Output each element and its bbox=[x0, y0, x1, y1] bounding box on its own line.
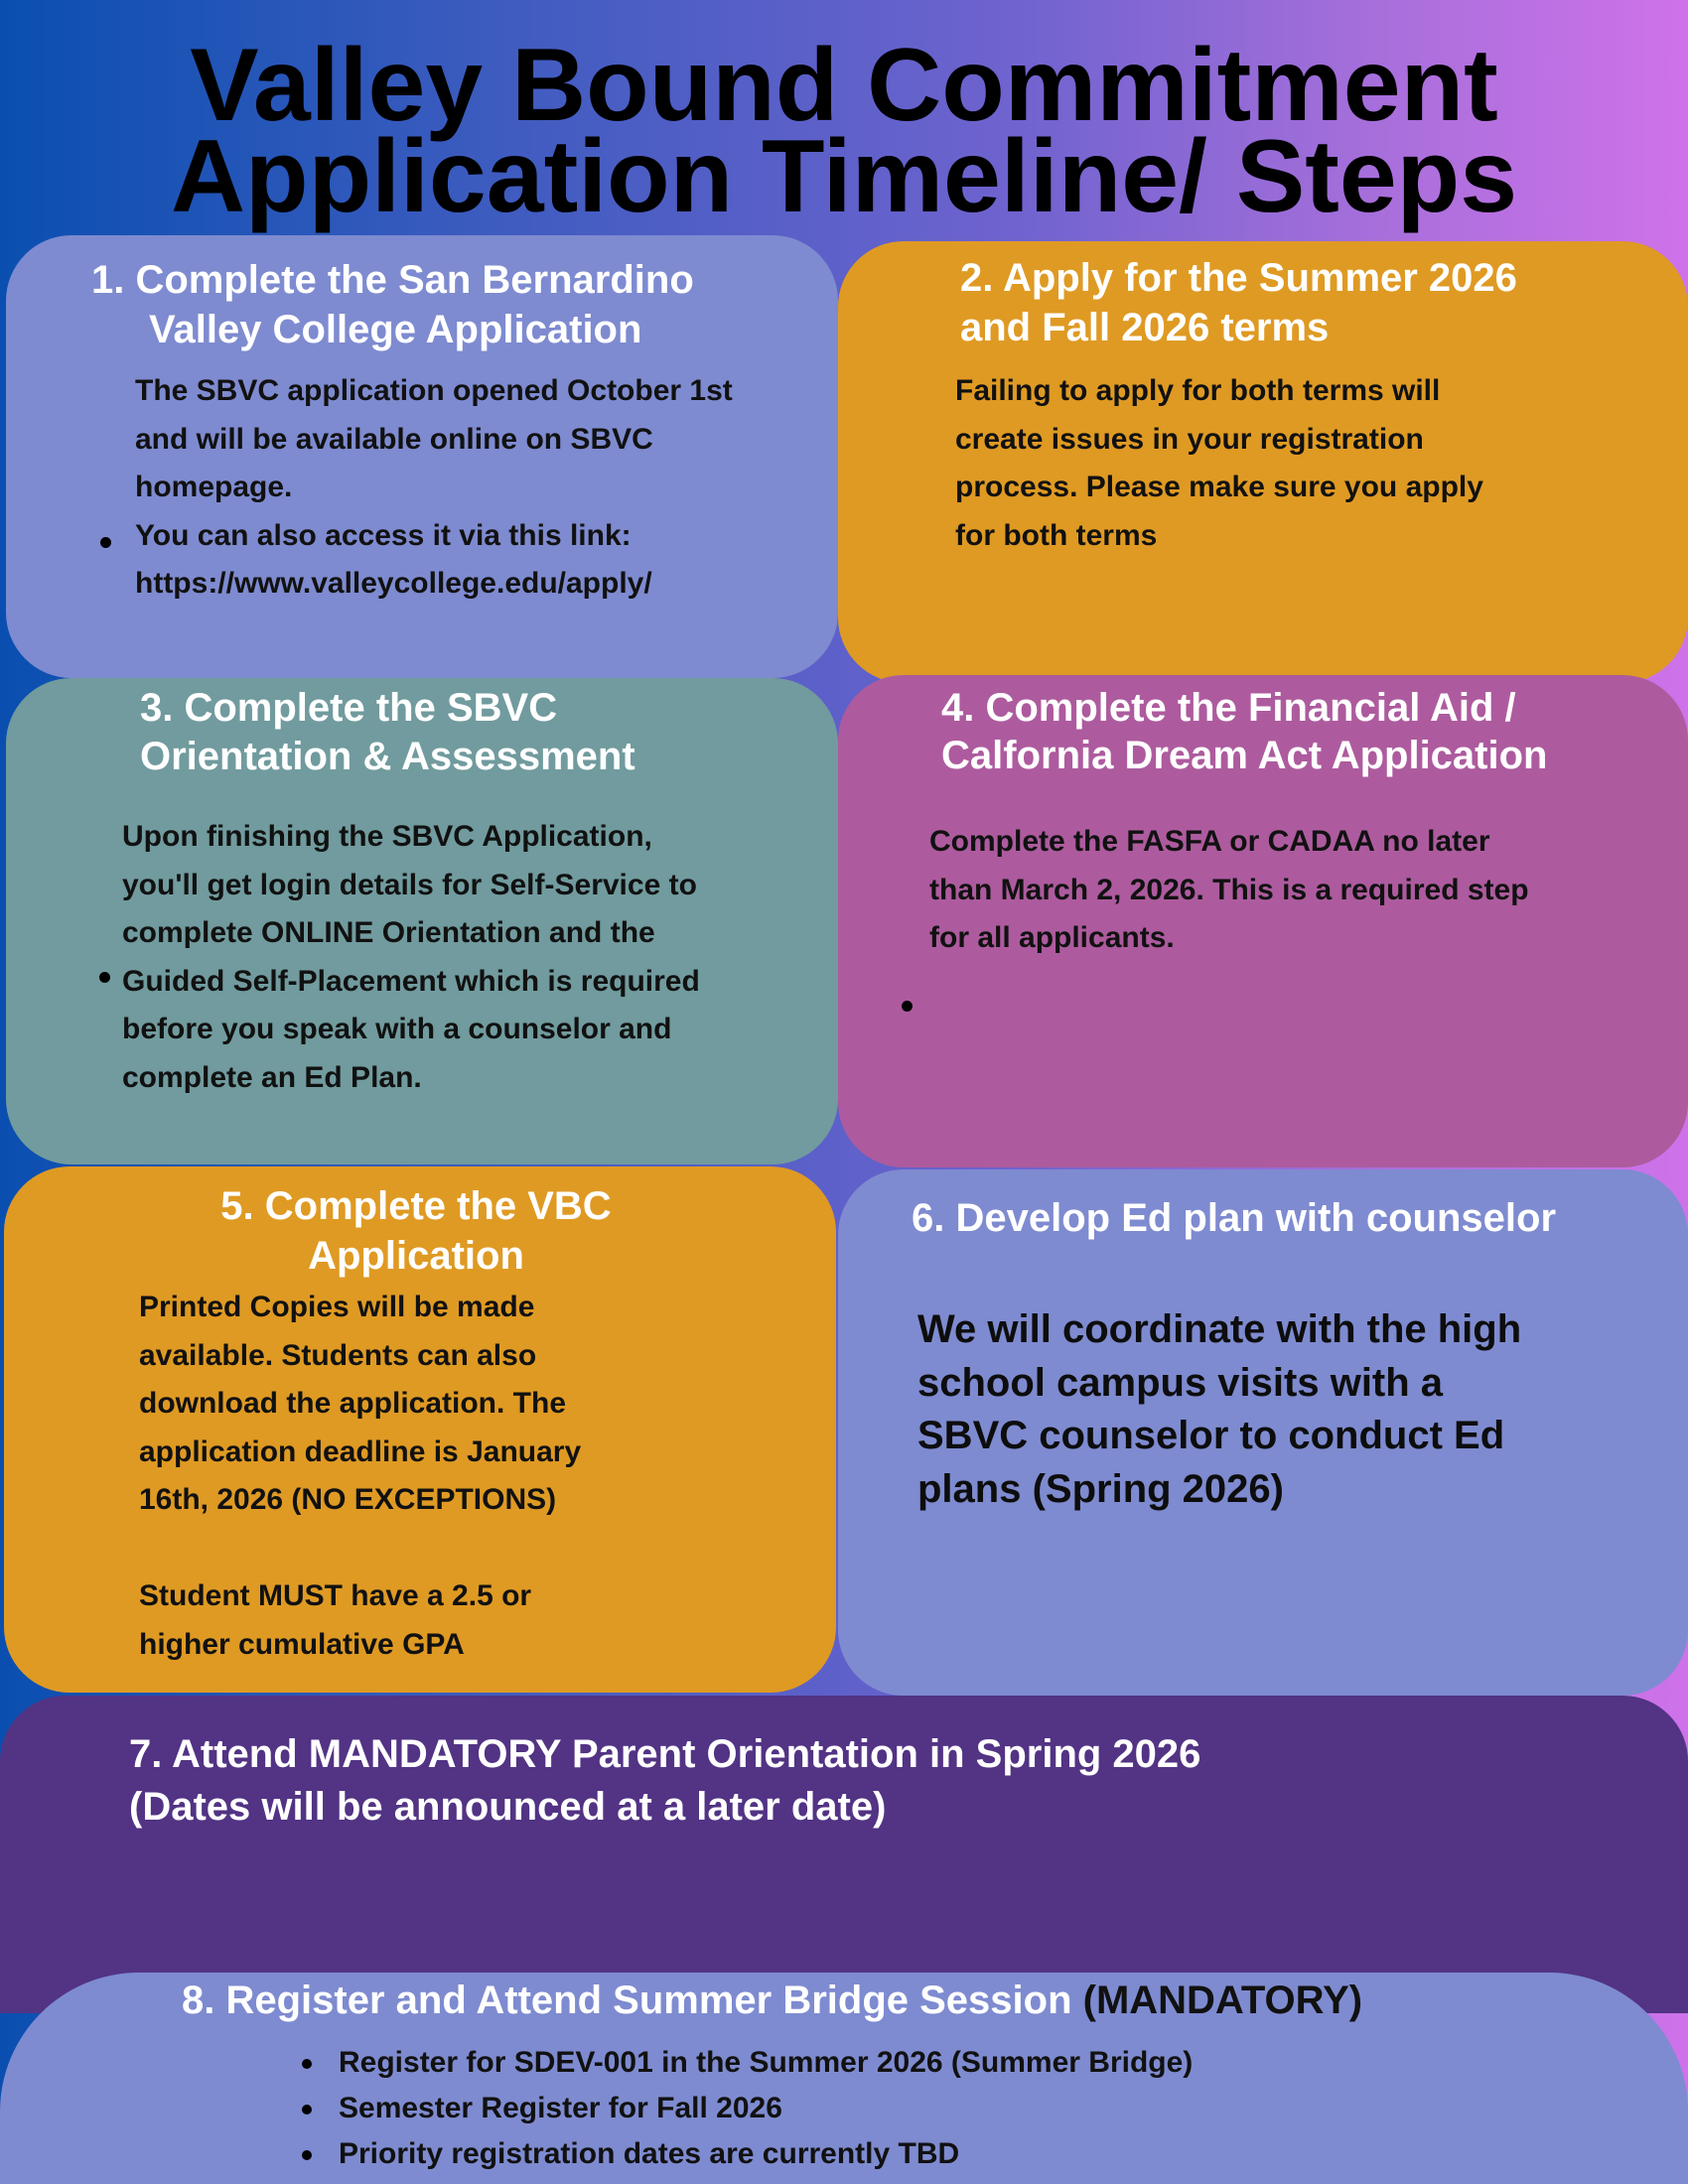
bullet-dot bbox=[902, 1001, 913, 1012]
step-3-line: complete ONLINE Orientation and the bbox=[122, 916, 655, 949]
step-3-line: complete an Ed Plan. bbox=[122, 1060, 422, 1094]
step-4-line: for all applicants. bbox=[929, 921, 1175, 954]
step-6-heading-line: 6. Develop Ed plan with counselor bbox=[912, 1196, 1557, 1240]
step-5-card bbox=[4, 1166, 836, 1693]
step-5-line: Student MUST have a 2.5 or bbox=[139, 1579, 532, 1612]
step-1-line: You can also access it via this link: bbox=[135, 518, 632, 552]
step-1-heading bbox=[91, 255, 826, 354]
step-2-heading-line-1: 2. Apply for the Summer 2026 bbox=[960, 256, 1517, 300]
step-2-heading bbox=[960, 253, 1655, 352]
step-2-heading-line-2: and Fall 2026 terms bbox=[960, 306, 1330, 349]
step-2-text bbox=[955, 367, 1670, 560]
step-6-card bbox=[838, 1169, 1688, 1696]
step-1-line: homepage. bbox=[135, 471, 293, 503]
step-3-text bbox=[122, 813, 832, 1102]
step-8-card bbox=[0, 1973, 1688, 2184]
step-4-heading-line-2: Calfornia Dream Act Application bbox=[941, 734, 1548, 777]
step-6-line: school campus visits with a bbox=[917, 1360, 1444, 1405]
list-item: Register for SDEV-001 in the Summer 2026 (Summer Bridge) bbox=[339, 2040, 1629, 2086]
step-5-line: available. Students can also bbox=[139, 1338, 537, 1372]
step-1-text bbox=[135, 367, 835, 609]
step-6-text bbox=[917, 1303, 1672, 1516]
step-5-line: 16th, 2026 (NO EXCEPTIONS) bbox=[139, 1483, 557, 1516]
step-5-line: application deadline is January bbox=[139, 1434, 582, 1468]
step-2-line: Failing to apply for both terms will bbox=[955, 374, 1441, 407]
step-4-text bbox=[929, 818, 1679, 963]
step-3-line: Upon finishing the SBVC Application, bbox=[122, 820, 652, 853]
step-1-heading-line-2: Valley College Application bbox=[149, 308, 642, 351]
step-6-line: We will coordinate with the high bbox=[917, 1307, 1522, 1351]
step-8-mandatory-tag: (MANDATORY) bbox=[1082, 1979, 1363, 2022]
step-1-line: The SBVC application opened October 1st bbox=[135, 374, 733, 407]
title-line-1: Valley Bound Commitment bbox=[190, 28, 1498, 143]
step-8-heading bbox=[182, 1976, 1651, 2025]
step-3-line: before you speak with a counselor and bbox=[122, 1013, 672, 1045]
step-3-heading-line-1: 3. Complete the SBVC bbox=[140, 686, 558, 730]
step-3-line: Guided Self-Placement which is required bbox=[122, 964, 700, 998]
step-1-line: and will be available online on SBVC bbox=[135, 422, 653, 456]
step-3-card bbox=[6, 678, 838, 1164]
step-4-card bbox=[838, 675, 1688, 1167]
step-2-card bbox=[838, 241, 1688, 683]
list-item: Semester Register for Fall 2026 bbox=[339, 2086, 1629, 2131]
step-1-link[interactable]: https://www.valleycollege.edu/apply/ bbox=[135, 567, 652, 600]
step-5-line: download the application. The bbox=[139, 1387, 567, 1420]
step-1-heading-line-1: 1. Complete the San Bernardino bbox=[91, 258, 694, 302]
step-6-line: SBVC counselor to conduct Ed bbox=[917, 1414, 1505, 1457]
title-line-2: Application Timeline/ Steps bbox=[170, 119, 1518, 234]
page-title bbox=[0, 28, 1688, 234]
bullet-dot bbox=[100, 537, 111, 548]
step-7-line-2: (Dates will be announced at a later date) bbox=[129, 1785, 887, 1829]
step-8-bullet-list bbox=[339, 2040, 1629, 2177]
step-5-line: higher cumulative GPA bbox=[139, 1627, 465, 1661]
step-5-heading-line-2: Application bbox=[308, 1234, 524, 1278]
step-7-card bbox=[0, 1696, 1688, 2013]
bullet-dot bbox=[99, 972, 110, 983]
step-7-heading bbox=[129, 1728, 1618, 1834]
step-2-line: create issues in your registration bbox=[955, 422, 1424, 456]
step-5-text bbox=[139, 1284, 824, 1669]
step-3-heading bbox=[140, 684, 825, 781]
step-4-line: than March 2, 2026. This is a required step bbox=[929, 873, 1529, 906]
step-4-heading-line-1: 4. Complete the Financial Aid / bbox=[941, 686, 1516, 730]
step-7-line-1: 7. Attend MANDATORY Parent Orientation in Spring 2026 bbox=[129, 1732, 1201, 1776]
step-2-line: process. Please make sure you apply bbox=[955, 471, 1483, 503]
step-3-line: you'll get login details for Self-Service to bbox=[122, 868, 697, 901]
step-8-heading-main: 8. Register and Attend Summer Bridge Session bbox=[182, 1979, 1083, 2022]
step-3-heading-line-2: Orientation & Assessment bbox=[140, 735, 635, 778]
step-2-line: for both terms bbox=[955, 518, 1158, 552]
step-6-heading bbox=[912, 1193, 1686, 1243]
list-item: Priority registration dates are currently TBD bbox=[339, 2131, 1629, 2177]
step-5-heading-line-1: 5. Complete the VBC bbox=[220, 1184, 612, 1228]
step-4-heading bbox=[941, 684, 1676, 779]
step-5-line: Printed Copies will be made bbox=[139, 1291, 535, 1323]
step-5-heading bbox=[4, 1181, 828, 1281]
step-4-line: Complete the FASFA or CADAA no later bbox=[929, 825, 1490, 858]
step-5-spacer bbox=[139, 1525, 824, 1573]
step-6-line: plans (Spring 2026) bbox=[917, 1466, 1284, 1511]
step-1-card bbox=[6, 235, 838, 678]
